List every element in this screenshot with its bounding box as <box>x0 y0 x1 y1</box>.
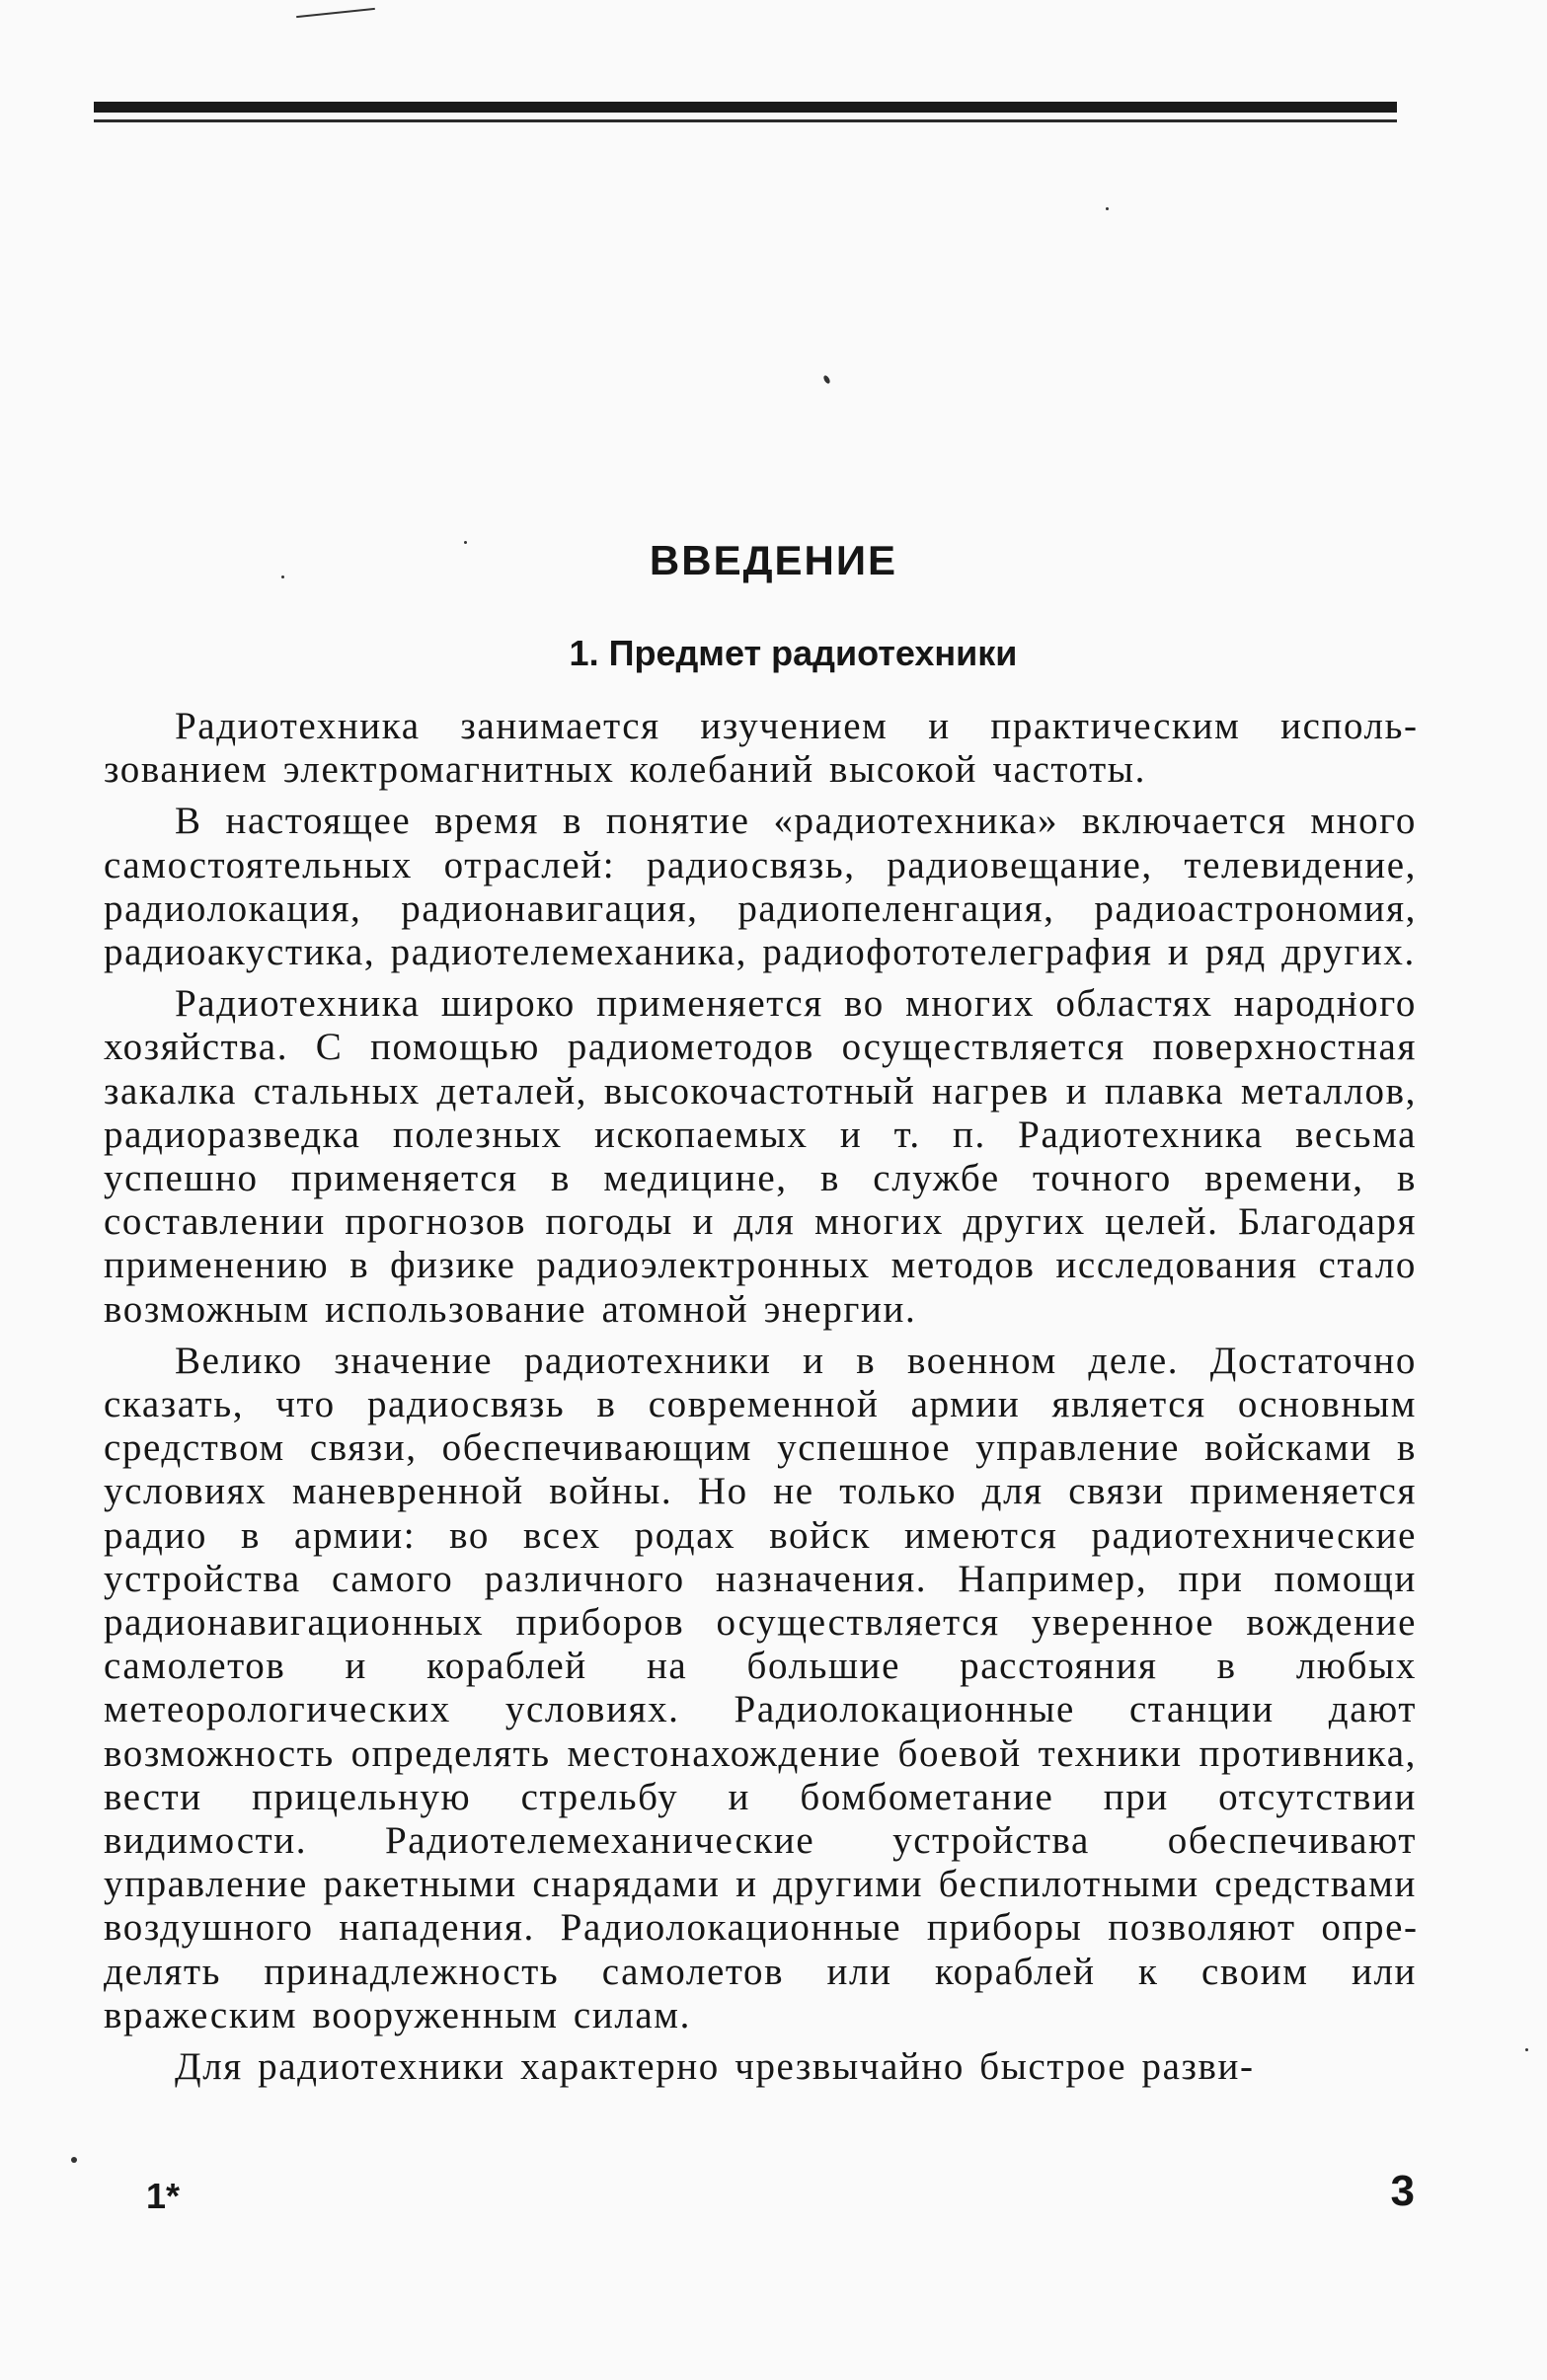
top-rule-thin <box>94 119 1397 122</box>
paragraph-2: В настоящее время в понятие «радиотехника» включается много самостоятельных отраслей: радиосвязь, радиовещание, телевидение, радиолокация, радионавигация, радиопеленгация, радиоастрономия, радиоакустика, радиотелемеханика, радиофототелеграфия и ряд других. <box>104 800 1417 974</box>
chapter-title: ВВЕДЕНИЕ <box>649 537 898 583</box>
scan-speck <box>296 8 375 18</box>
section-title: 1. Предмет радиотехники <box>569 633 1018 673</box>
scan-speck <box>1106 207 1109 210</box>
body-text <box>104 705 1417 2097</box>
paragraph-4: Велико значение радиотехники и в военном деле. Достаточно сказать, что радиосвязь в современной армии является основным средством связи, обеспечивающим успешное управление войсками в условиях маневренной войны. Но не только для связи применяется радио в армии: во всех родах войск имеются радиотехнические устройства самого различного назначения. Например, при помощи радионавигационных приборов осуществляется уверенное вождение самолетов и кораблей на большие расстояния в любых метеорологических условиях. Радиолокационные станции дают возможность определять местонахождение боевой техники противника, вести прицельную стрельбу и бомбометание при отсутствии видимости. Радиотелемеханические устройства обеспечивают управление ракетными снарядами и другими беспилотными средствами воздушного нападения. Радиолокационные приборы позволяют определять принадлежность самолетов или кораблей к своим или вражеским вооруженным силам. <box>104 1339 1417 2036</box>
signature-mark: 1* <box>146 2176 181 2216</box>
paragraph-5: Для радиотехники характерно чрезвычайно быстрое разви- <box>175 2045 1255 2089</box>
scan-speck <box>822 374 831 384</box>
scan-speck <box>1525 2048 1528 2051</box>
scan-speck <box>71 2157 77 2163</box>
page-number: 3 <box>1390 2167 1415 2215</box>
paragraph-1: Радиотехника занимается изучением и практическим использованием электромагнитных колебаний высокой частоты. <box>104 705 1417 792</box>
paragraph-3: Радиотехника широко применяется во многих областях народного хозяйства. С помощью радиометодов осуществляется поверхностная закалка стальных деталей, высокочастотный нагрев и плавка металлов, радиоразведка полезных ископаемых и т. п. Радиотехника весьма успешно применяется в медицине, в службе точного времени, в составлении прогнозов погоды и для многих других целей. Благодаря применению в физике радиоэлектронных методов исследования стало возможным использование атомной энергии. <box>104 982 1417 1331</box>
top-rule-thick <box>94 102 1397 113</box>
